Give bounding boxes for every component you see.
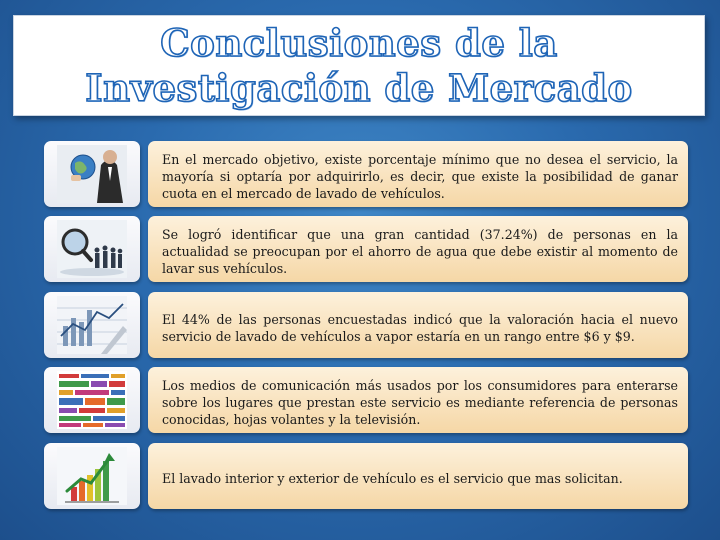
conclusion-text-box: [148, 216, 688, 282]
magnifier-people-icon: [44, 216, 140, 282]
financial-chart-icon: [44, 292, 140, 358]
conclusion-text: Se logró identificar que una gran cantidad (37.24%) de personas en la actualidad se preocupan por el ahorro de agua que debe existir al momento de lavar sus vehículos.: [162, 227, 678, 276]
list-item: [44, 367, 688, 433]
page-title: Conclusiones de la Investigación de Mercado: [85, 20, 633, 110]
conclusion-text: Los medios de comunicación más usados por los consumidores para enterarse sobre los lugares que prestan este servicio es mediante referencia de personas conocidas, hojas volantes y la televisión.: [162, 378, 678, 427]
conclusion-text: El 44% de las personas encuestadas indicó que la valoración hacia el nuevo servicio de lavado de vehículos a vapor estaría en un rango entre $6 y $9.: [162, 311, 678, 344]
conclusion-text: En el mercado objetivo, existe porcentaje mínimo que no desea el servicio, la mayoría si optaría por adquirirlo, es decir, que existe la posibilidad de ganar cuota en el mercado de lavado de vehículos.: [162, 152, 678, 201]
list-item: [44, 292, 688, 358]
list-item: [44, 443, 688, 509]
conclusion-text-box: [148, 443, 688, 509]
title-box: [13, 15, 705, 116]
list-item: [44, 141, 688, 207]
media-collage-icon: [44, 367, 140, 433]
conclusion-text-box: [148, 292, 688, 358]
businessman-globe-icon: [44, 141, 140, 207]
list-item: [44, 216, 688, 282]
conclusion-text-box: [148, 141, 688, 207]
conclusion-text: El lavado interior y exterior de vehículo es el servicio que mas solicitan.: [162, 471, 623, 486]
conclusion-text-box: [148, 367, 688, 433]
growth-bars-icon: [44, 443, 140, 509]
